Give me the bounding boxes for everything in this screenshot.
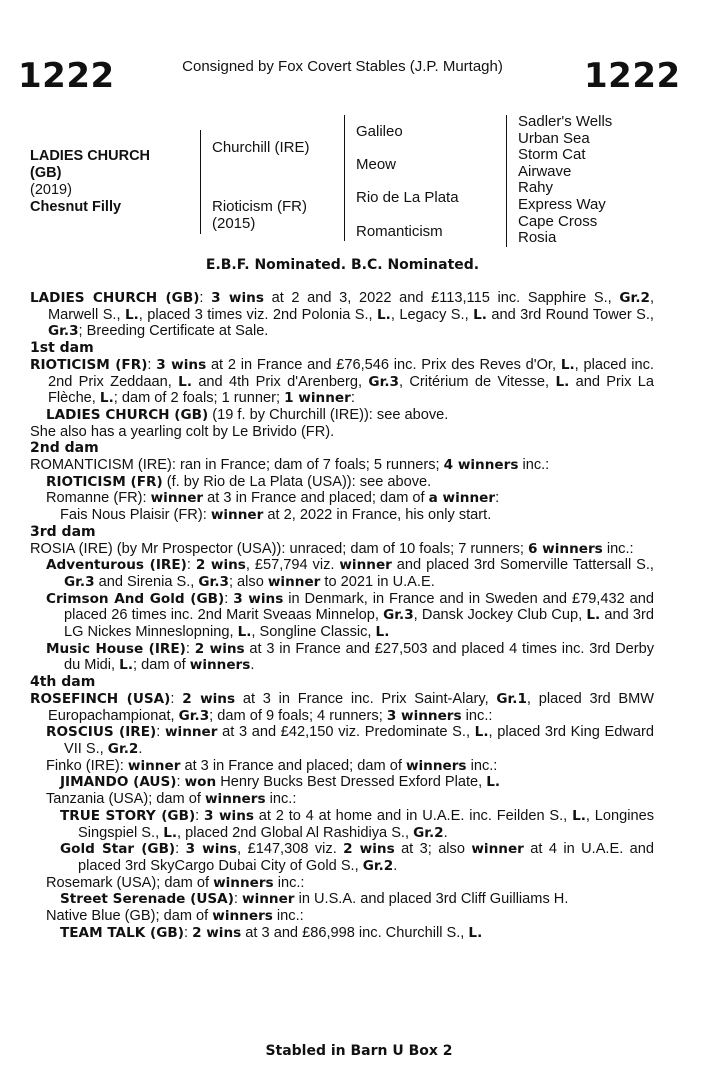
text: and Prix La Flèche, bbox=[48, 373, 654, 407]
bold-text: RIOTICISM (FR) bbox=[30, 356, 148, 373]
bold-text: L. bbox=[99, 390, 114, 407]
record-entry bbox=[30, 925, 654, 942]
text: , placed 3rd King Edward VII S., bbox=[64, 724, 654, 757]
bold-text: 3 wins bbox=[211, 290, 264, 306]
text: at 3 in France and placed; dam of bbox=[180, 757, 406, 774]
bold-text: 6 winners bbox=[527, 540, 603, 557]
sire: Churchill (IRE) bbox=[212, 139, 310, 156]
bold-text: won bbox=[184, 774, 217, 791]
bold-text: L. bbox=[473, 306, 487, 323]
record-entry bbox=[30, 724, 654, 757]
text: , placed 2nd Global Al Rashidiya S., bbox=[177, 824, 414, 841]
text: inc.: bbox=[466, 757, 498, 774]
bold-text: L. bbox=[377, 306, 391, 323]
ggs-5: Rahy bbox=[518, 179, 554, 197]
horse-year: (2019) bbox=[30, 182, 72, 198]
record-entry bbox=[30, 290, 654, 340]
text: at 2 to 4 at home and in U.A.E. inc. Feilden S., bbox=[253, 807, 573, 824]
text: inc.: bbox=[265, 791, 297, 808]
sire-sire: Galileo bbox=[356, 123, 403, 140]
text: ; Breeding Certificate at Sale. bbox=[78, 323, 269, 340]
section-heading: 4th dam bbox=[30, 674, 96, 691]
text: at 3 and £86,998 inc. Churchill S., bbox=[241, 924, 469, 941]
dam-dam: Romanticism bbox=[356, 223, 443, 240]
text: and placed 3rd Somerville Tattersall S., bbox=[391, 557, 654, 574]
text: Finko (IRE): bbox=[46, 757, 128, 774]
bold-text: 1 winner bbox=[284, 390, 351, 407]
section-5 bbox=[30, 674, 654, 941]
bold-text: 3 wins bbox=[204, 807, 254, 824]
record-entry bbox=[30, 457, 654, 474]
bold-text: 2 wins bbox=[343, 841, 395, 858]
bold-text: Gr.3 bbox=[383, 607, 414, 624]
ggs-8: Rosia bbox=[518, 229, 557, 247]
text: in U.S.A. and placed 3rd Cliff Guilliams H. bbox=[294, 891, 569, 908]
bold-text: Gr.2 bbox=[107, 740, 139, 757]
ggs-3: Storm Cat bbox=[518, 146, 586, 164]
text: : bbox=[147, 356, 157, 373]
bold-text: L. bbox=[124, 306, 139, 323]
text: : bbox=[350, 390, 355, 407]
nominations: E.B.F. Nominated. B.C. Nominated. bbox=[205, 257, 480, 273]
bold-text: 2 wins bbox=[195, 557, 246, 574]
record-entry bbox=[30, 357, 654, 407]
text: ; also bbox=[228, 573, 268, 590]
text: , placed 3 times viz. 2nd Polonia S., bbox=[138, 306, 378, 323]
text: at 3 in France and £27,503 and placed 4 times inc. 3rd Derby du Midi, bbox=[64, 640, 654, 674]
record-entry bbox=[30, 808, 654, 841]
text: . bbox=[393, 857, 398, 874]
dam-sire: Rio de La Plata bbox=[356, 189, 459, 206]
horse-name bbox=[30, 148, 150, 182]
section-heading: 2nd dam bbox=[30, 440, 99, 457]
bold-text: winner bbox=[242, 891, 295, 908]
bold-text: 4 winners bbox=[443, 457, 519, 474]
ggs-2: Urban Sea bbox=[518, 129, 590, 147]
text: and 3rd Round Tower S., bbox=[486, 306, 654, 323]
text: , placed inc. 2nd Prix Zeddaan, bbox=[48, 356, 654, 390]
text: ; dam of 2 foals; 1 runner; bbox=[113, 390, 285, 407]
bold-text: winners bbox=[405, 757, 467, 774]
bold-text: Gr.3 bbox=[48, 323, 79, 340]
text: : bbox=[186, 557, 196, 574]
pedigree-bracket-2 bbox=[344, 115, 345, 241]
record-entry bbox=[30, 908, 654, 925]
record-entry bbox=[30, 891, 654, 908]
bold-text: a winner bbox=[428, 490, 496, 507]
text: at 3 in France and placed; dam of bbox=[203, 490, 429, 507]
bold-text: Gr.2 bbox=[413, 824, 444, 841]
text: at 2, 2022 in France, his only start. bbox=[263, 507, 492, 524]
record-entry bbox=[30, 641, 654, 674]
dam bbox=[212, 198, 307, 232]
bold-text: L. bbox=[178, 373, 192, 390]
record-entry bbox=[30, 407, 654, 424]
text: : bbox=[195, 807, 205, 824]
record-entry bbox=[30, 474, 654, 491]
text: at 2 and 3, 2022 and £113,115 inc. Sapphire S., bbox=[263, 290, 620, 306]
text: Romanne (FR): bbox=[46, 490, 151, 507]
text: , Marwell S., bbox=[48, 290, 654, 323]
bold-text: L. bbox=[468, 924, 483, 941]
text: . bbox=[138, 740, 143, 757]
record-entry bbox=[30, 774, 654, 791]
record-entry bbox=[30, 507, 654, 524]
bold-text: winners bbox=[204, 791, 266, 808]
bold-text: Gr.3 bbox=[178, 707, 210, 724]
text: at 2 in France and £76,546 inc. Prix des Reves d'Or, bbox=[206, 356, 561, 373]
bold-text: Gr.2 bbox=[362, 857, 394, 874]
bold-text: L. bbox=[237, 624, 252, 641]
text: and 3rd LG Nickes Minneslopning, bbox=[64, 607, 654, 641]
text: Henry Bucks Best Dressed Exford Plate, bbox=[216, 774, 487, 791]
bold-text: JIMANDO (AUS) bbox=[60, 774, 177, 791]
text: (f. by Rio de La Plata (USA)): see above. bbox=[162, 473, 432, 490]
text: , Critérium de Vitesse, bbox=[398, 373, 556, 390]
text: inc.: bbox=[272, 908, 304, 925]
text: : bbox=[224, 590, 234, 607]
record-entry bbox=[30, 541, 654, 558]
record-entry bbox=[30, 557, 654, 590]
record-entry bbox=[30, 791, 654, 808]
bold-text: Gr.3 bbox=[368, 373, 399, 390]
pedigree-bracket-1 bbox=[200, 130, 201, 234]
text: inc.: bbox=[518, 457, 550, 474]
text: , Legacy S., bbox=[390, 306, 474, 323]
great-grandparents bbox=[518, 114, 612, 247]
text: : bbox=[495, 490, 500, 507]
section-heading: 3rd dam bbox=[30, 523, 96, 540]
bold-text: winners bbox=[212, 908, 273, 925]
text: : bbox=[176, 774, 185, 791]
bold-text: TRUE STORY (GB) bbox=[60, 807, 196, 824]
text: Rosemark (USA); dam of bbox=[46, 874, 214, 891]
bold-text: Gr.1 bbox=[496, 690, 527, 707]
bold-text: Gr.3 bbox=[198, 573, 229, 590]
text: ; dam of 9 foals; 4 runners; bbox=[209, 707, 387, 724]
section-4 bbox=[30, 524, 654, 674]
bold-text: Adventurous (IRE) bbox=[46, 557, 187, 574]
text: . bbox=[250, 657, 255, 674]
text: : bbox=[170, 690, 183, 707]
bold-text: L. bbox=[586, 607, 601, 624]
bold-text: winner bbox=[164, 724, 218, 741]
record-entry bbox=[30, 424, 654, 441]
section-3 bbox=[30, 440, 654, 524]
bold-text: TEAM TALK (GB) bbox=[60, 924, 184, 941]
bold-text: winner bbox=[471, 841, 524, 858]
record-entry bbox=[30, 758, 654, 775]
text: in Denmark, in France and in Sweden and £79,432 and placed 26 times inc. 2nd Marit Sveaas Minnelop, bbox=[64, 590, 655, 624]
bold-text: L. bbox=[119, 657, 133, 674]
sire-dam: Meow bbox=[356, 156, 397, 173]
bold-text: L. bbox=[572, 807, 586, 824]
bold-text: LADIES CHURCH (GB) bbox=[30, 290, 200, 306]
text: inc.: bbox=[461, 707, 493, 724]
record-entry bbox=[30, 691, 654, 724]
bold-text: Music House (IRE) bbox=[46, 640, 186, 657]
text: Native Blue (GB); dam of bbox=[46, 908, 213, 925]
bold-text: RIOTICISM (FR) bbox=[46, 473, 163, 490]
text: , £57,794 viz. bbox=[245, 557, 340, 574]
text: at 3 and £42,150 viz. Predominate S., bbox=[217, 724, 475, 741]
record-entry bbox=[30, 841, 654, 874]
text: inc.: bbox=[273, 874, 305, 891]
text: , Songline Classic, bbox=[251, 624, 376, 641]
bold-text: ROSCIUS (IRE) bbox=[46, 724, 157, 741]
pedigree-bracket-3 bbox=[506, 115, 507, 247]
record-entry bbox=[30, 875, 654, 892]
section-heading: 1st dam bbox=[30, 340, 94, 357]
lot-number-right: 1222 bbox=[584, 56, 681, 96]
bold-text: winner bbox=[210, 507, 264, 524]
horse-name-line2: (GB) bbox=[30, 165, 62, 181]
bold-text: 2 wins bbox=[192, 924, 242, 941]
section-2 bbox=[30, 340, 654, 440]
text: and Sirenia S., bbox=[94, 573, 199, 590]
bold-text: winner bbox=[267, 573, 321, 590]
text: , placed 3rd BMW Europachampionat, bbox=[48, 690, 654, 724]
ggs-1: Sadler's Wells bbox=[518, 113, 613, 130]
text: Tanzania (USA); dam of bbox=[46, 791, 205, 808]
bold-text: Gr.2 bbox=[619, 290, 650, 306]
dam-name: Rioticism (FR) bbox=[212, 198, 307, 215]
text: (19 f. by Churchill (IRE)): see above. bbox=[208, 406, 449, 423]
text: to 2021 in U.A.E. bbox=[320, 573, 435, 590]
text: : bbox=[185, 640, 195, 657]
bold-text: ROSEFINCH (USA) bbox=[30, 690, 171, 707]
horse-name-line1: LADIES CHURCH bbox=[30, 148, 151, 164]
bold-text: LADIES CHURCH (GB) bbox=[46, 406, 209, 423]
bold-text: winners bbox=[213, 874, 274, 891]
text: : bbox=[233, 891, 243, 908]
text: : bbox=[199, 290, 212, 306]
text: Fais Nous Plaisir (FR): bbox=[60, 507, 211, 524]
text: at 3; also bbox=[394, 841, 472, 858]
ggs-6: Express Way bbox=[518, 195, 606, 213]
section-1 bbox=[30, 290, 654, 340]
bold-text: winner bbox=[339, 557, 392, 574]
stabling-info: Stabled in Barn U Box 2 bbox=[265, 1043, 453, 1059]
text: ROSIA (IRE) (by Mr Prospector (USA)): unraced; dam of 10 foals; 7 runners; bbox=[30, 540, 528, 557]
dam-year: (2015) bbox=[212, 215, 256, 232]
text: at 3 in France inc. Prix Saint-Alary, bbox=[235, 690, 497, 707]
bold-text: Street Serenade (USA) bbox=[60, 891, 234, 908]
bold-text: L. bbox=[486, 774, 501, 791]
bold-text: L. bbox=[474, 724, 489, 741]
text: and 4th Prix d'Arenberg, bbox=[191, 373, 369, 390]
text: . bbox=[443, 824, 448, 841]
bold-text: winner bbox=[150, 490, 204, 507]
ggs-7: Cape Cross bbox=[518, 212, 598, 230]
text: , Longines Singspiel S., bbox=[78, 807, 654, 841]
lot-number-left: 1222 bbox=[18, 56, 115, 96]
text: at 4 in U.A.E. and placed 3rd SkyCargo Dubai City of Gold S., bbox=[78, 841, 655, 874]
ggs-4: Airwave bbox=[518, 162, 572, 180]
bold-text: 2 wins bbox=[194, 640, 245, 657]
bold-text: L. bbox=[163, 824, 178, 841]
bold-text: 3 winners bbox=[386, 707, 462, 724]
text: ROMANTICISM (IRE): ran in France; dam of 7 foals; 5 runners; bbox=[30, 457, 444, 474]
bold-text: Gr.3 bbox=[64, 573, 95, 590]
consignor: Consigned by Fox Covert Stables (J.P. Murtagh) bbox=[182, 58, 503, 75]
bold-text: winner bbox=[127, 757, 181, 774]
text: : bbox=[183, 924, 193, 941]
bold-text: Crimson And Gold (GB) bbox=[46, 590, 225, 607]
record-entry bbox=[30, 591, 654, 641]
text: : bbox=[156, 724, 165, 741]
bold-text: 3 wins bbox=[185, 841, 238, 858]
bold-text: L. bbox=[375, 624, 390, 641]
text: inc.: bbox=[602, 540, 634, 557]
text: She also has a yearling colt by Le Brivido (FR). bbox=[30, 423, 335, 440]
bold-text: winners bbox=[189, 657, 251, 674]
record-entry bbox=[30, 490, 654, 507]
horse-sex: Chesnut Filly bbox=[30, 199, 122, 215]
bold-text: 2 wins bbox=[182, 690, 236, 707]
bold-text: 3 wins bbox=[233, 590, 284, 607]
catalogue-body bbox=[30, 290, 654, 941]
text: ; dam of bbox=[132, 657, 190, 674]
bold-text: 3 wins bbox=[156, 356, 207, 373]
text: : bbox=[175, 841, 186, 858]
bold-text: Gold Star (GB) bbox=[60, 841, 176, 858]
text: , £147,308 viz. bbox=[237, 841, 344, 858]
bold-text: L. bbox=[560, 356, 575, 373]
bold-text: L. bbox=[555, 373, 570, 390]
text: , Dansk Jockey Club Cup, bbox=[413, 607, 587, 624]
